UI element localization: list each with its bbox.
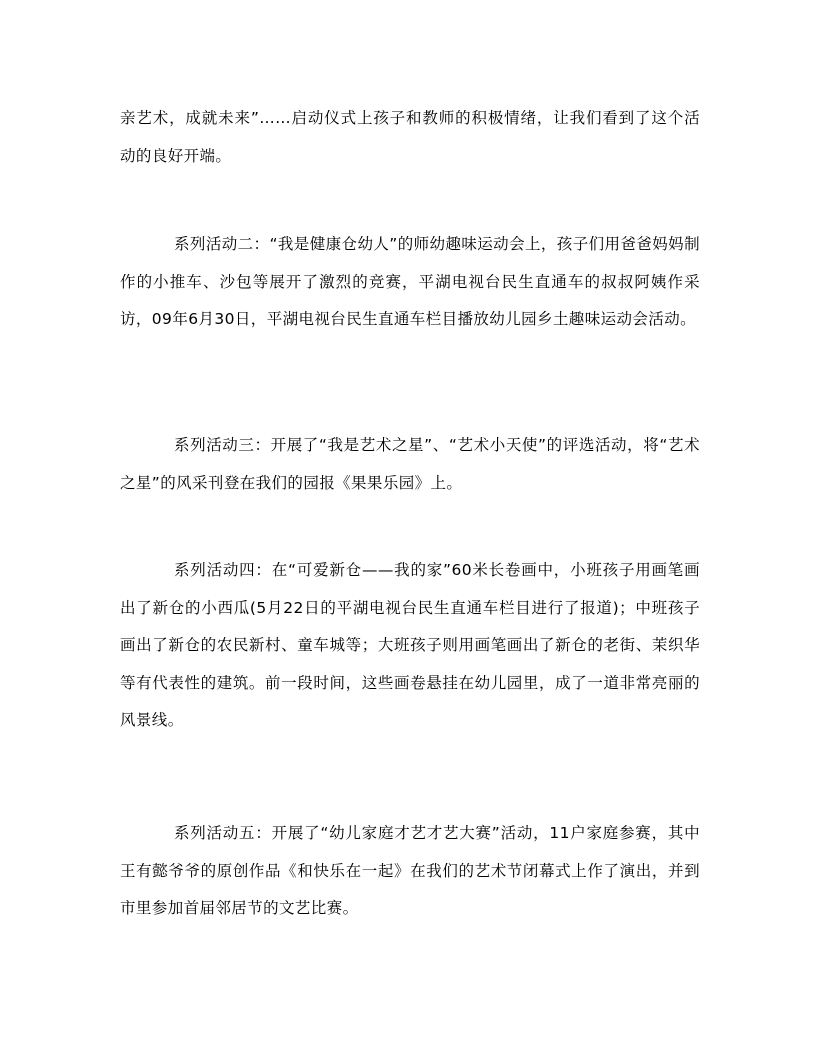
paragraph-activity-two: 系列活动二：“我是健康仓幼人”的师幼趣味运动会上，孩子们用爸爸妈妈制作的小推车、沙包等展开了激烈的竞赛，平湖电视台民生直通车的叔叔阿姨作采访，09年6月30日，平湖电视台民生直通车栏目播放幼儿园乡土趣味运动会活动。 [120, 235, 700, 328]
paragraph-opening-continuation: 亲艺术，成就未来”……启动仪式上孩子和教师的积极情绪，让我们看到了这个活动的良好开端。 [120, 109, 700, 165]
paragraph-activity-five: 系列活动五：开展了“幼儿家庭才艺才艺大赛”活动，11户家庭参赛，其中王有懿爷爷的原创作品《和快乐在一起》在我们的艺术节闭幕式上作了演出，并到市里参加首届邻居节的文艺比赛。 [120, 824, 700, 917]
paragraph-activity-three: 系列活动三：开展了“我是艺术之星”、“艺术小天使”的评选活动，将“艺术之星”的风采刊登在我们的园报《果果乐园》上。 [120, 436, 700, 492]
paragraph-activity-four: 系列活动四：在“可爱新仓——我的家”60米长卷画中，小班孩子用画笔画出了新仓的小西瓜(5月22日的平湖电视台民生直通车栏目进行了报道)；中班孩子画出了新仓的农民新村、童车城等；大班孩子则用画笔画出了新仓的老街、茉织华等有代表性的建筑。前一段时间，这些画卷悬挂在幼儿园里，成了一道非常亮丽的风景线。 [120, 561, 700, 729]
